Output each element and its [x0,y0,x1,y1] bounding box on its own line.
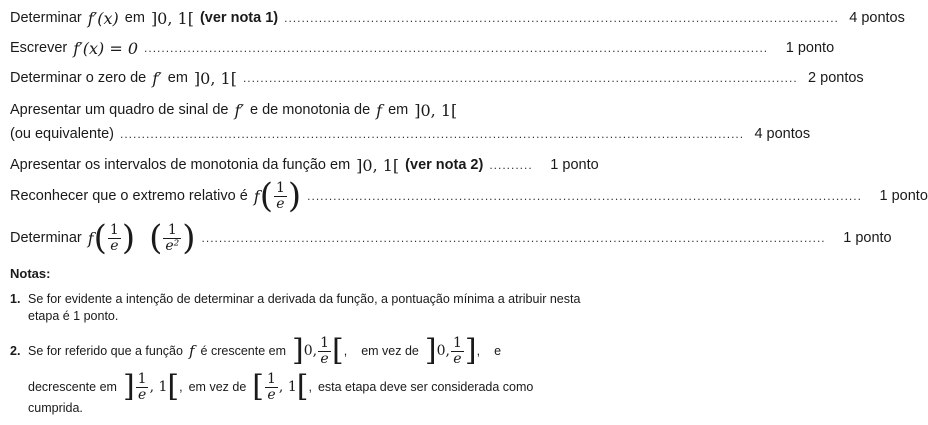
criterion-text: em [388,102,409,118]
math-expression: f [253,186,260,206]
math-expression: f′(x) = 0 [73,38,139,58]
left-bracket: ] [424,333,437,368]
fraction [163,223,181,253]
right-bracket: ] [464,333,477,368]
note-2-line-2: decrescente em ] $\frac{1}{e}$ , 1 [ , em vez de [ $\frac{1}{e}$ , 1 [ , esta etapa deve ser considerada como [28,369,534,404]
note-number: 1. [10,292,21,306]
fraction-denominator: e [137,386,147,403]
fraction-numerator: 1 [320,334,329,351]
right-bracket: [ [296,369,309,404]
fraction [451,336,464,366]
left-paren: ( [149,218,163,258]
note-text: Se for evidente a intenção de determinar a derivada da função, a pontuação mínima a atribuir nesta etapa é 1 ponto. [28,292,581,323]
fraction [108,223,121,253]
criterion-row-5 [10,154,599,176]
dot-leader: ................................................................................................................................................ [201,231,826,245]
criterion-row-7 [10,217,892,259]
points-value: 1 ponto [843,230,892,246]
criterion-label: Determinar [10,10,82,26]
left-bracket: ] [292,333,304,368]
dot-leader: ................................................................................................................................................ [144,41,769,55]
fraction-denominator: e [276,195,285,212]
left-paren: ( [93,218,107,258]
criterion-label: Reconhecer que o extremo relativo é [10,188,248,204]
math-expression: f [87,228,94,248]
points-value: 1 ponto [785,40,835,56]
interval: ]0, 1[ [193,68,237,88]
interval-end: 1 [287,378,297,395]
interval: ]0, 1[ [414,100,458,120]
fraction-denominator: e [453,350,462,367]
points-value: 4 pontos [754,126,811,142]
fraction-numerator: 1 [275,179,285,196]
criterion-label: Determinar [10,230,82,246]
criterion-text: em [167,70,188,86]
fraction-numerator: 1 [452,334,462,351]
criterion-label: Apresentar um quadro de sinal de [10,102,229,118]
points-value: 1 ponto [550,157,599,173]
note-text: em vez de [188,379,247,394]
points-value: 1 ponto [879,188,928,204]
criterion-row-1 [10,7,905,29]
fraction-denominator: e [267,386,276,403]
right-bracket: [ [332,333,344,368]
points-value: 2 pontos [808,70,864,86]
criterion-label: Determinar o zero de [10,70,147,86]
criterion-label: Escrever [10,40,68,56]
math-expression: f′ [234,100,245,120]
right-paren: ) [182,218,196,258]
math-expression: f [376,100,383,120]
interval-start: 0, [436,342,450,359]
left-bracket: ] [122,369,135,404]
criterion-row-2 [10,37,835,59]
dot-leader: ................................................................................................................................ [242,71,798,85]
note-text: decrescente em [28,379,117,394]
criterion-label: Apresentar os intervalos de monotonia da função em [10,157,351,173]
note-2-line-3 [28,400,594,416]
fraction [318,336,331,366]
math-expression: f [188,341,195,360]
criterion-row-3 [10,67,864,89]
criterion-row-4-continued [10,123,811,145]
fraction-numerator: 1 [167,221,177,238]
note-1 [10,291,594,325]
fraction-denominator: e² [165,237,180,254]
note-reference: (ver nota 1) [199,10,279,26]
interval-end: 1 [158,378,168,395]
math-expression: f′(x) [87,8,119,28]
fraction-numerator: 1 [137,370,147,387]
note-text: esta etapa deve ser considerada como [317,379,534,394]
interval: ]0, 1[ [356,155,400,175]
fraction [274,181,287,211]
math-expression: f′ [152,68,162,88]
fraction-numerator: 1 [267,370,276,387]
note-reference: (ver nota 2) [405,157,484,173]
fraction [265,372,278,402]
note-text: e [494,343,502,358]
note-text: é crescente em [200,343,286,358]
notes-title: Notas: [10,266,51,281]
criterion-text: e de monotonia de [250,102,371,118]
right-paren: ) [287,176,302,216]
note-2 [10,334,594,416]
left-bracket: [ [252,369,264,404]
interval-start: 0, [303,342,318,359]
note-text: Se for referido que a função [28,343,183,358]
criterion-row-4 [10,99,594,121]
left-paren: ( [259,176,273,216]
note-number: 2. [10,344,21,358]
dot-leader: .......... [489,158,533,172]
note-text: cumprida. [28,400,83,415]
criterion-label: (ou equivalente) [10,126,114,142]
note-2-line-1: Se for referido que a função f é crescente em ] 0, $\frac{1}{e}$ [ , em vez de ] 0, $\frac{1}{e}$ ] , e [28,333,502,368]
fraction-denominator: e [110,237,119,254]
fraction-denominator: e [320,350,329,367]
fraction [136,372,149,402]
note-text: em vez de [361,343,419,358]
dot-leader: ................................................................................................................................ [284,11,839,25]
dot-leader: ................................................................................................................................................ [120,127,745,141]
criterion-row-6 [10,176,928,216]
interval: ]0, 1[ [150,8,194,28]
right-bracket: [ [167,369,180,404]
dot-leader: ................................................................................................................................ [307,189,862,203]
points-value: 4 pontos [849,10,905,26]
right-paren: ) [121,218,136,258]
fraction-numerator: 1 [109,221,119,238]
criterion-text: em [124,10,145,26]
